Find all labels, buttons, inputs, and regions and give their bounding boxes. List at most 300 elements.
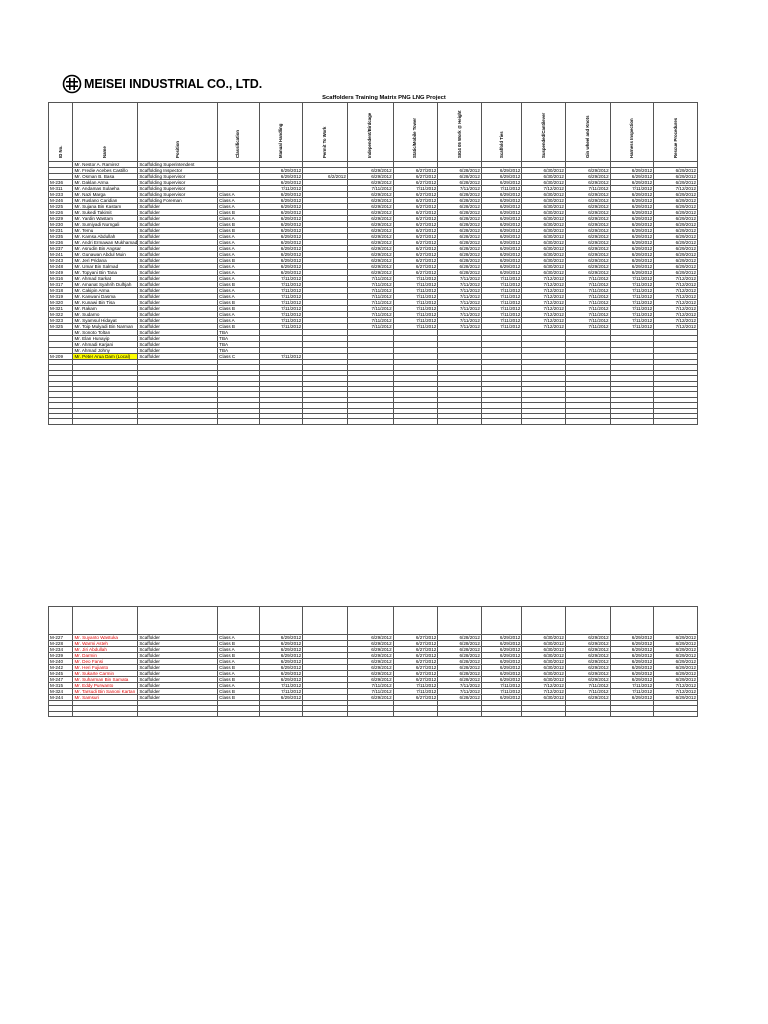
table-cell: 7/11/2012	[481, 282, 521, 288]
table-cell: 7/12/2012	[654, 318, 698, 324]
table-cell: 6/29/2012	[347, 228, 393, 234]
table-cell: 7/11/2012	[259, 312, 303, 318]
table-cell: 6/30/2012	[522, 659, 566, 665]
table-cell: 7/12/2012	[654, 683, 698, 689]
table-cell	[393, 419, 438, 424]
table-cell: 7/11/2012	[481, 312, 521, 318]
table-cell: Class A	[218, 264, 259, 270]
table-cell: 7/11/2012	[565, 306, 610, 312]
table-cell: Class B	[218, 641, 259, 647]
table-cell: 7/11/2012	[259, 288, 303, 294]
table-cell: M-237	[49, 246, 73, 252]
table-cell: M-315	[49, 683, 73, 689]
table-cell: 6/29/2012	[481, 695, 521, 701]
table-cell: 6/29/2012	[654, 641, 698, 647]
table-cell: 6/29/2012	[347, 665, 393, 671]
table-cell	[565, 711, 610, 716]
training-matrix-table	[48, 102, 698, 425]
table-cell: TBA	[218, 348, 259, 354]
column-header-label: Scaffold Ties	[498, 131, 504, 158]
table-cell: 6/29/2012	[565, 180, 610, 186]
column-header-label: Suspended/Cantilever	[540, 112, 546, 158]
table-cell: Mr. Osman B. Basa	[73, 174, 138, 180]
table-cell: Scaffolder	[138, 671, 218, 677]
table-cell: 6/28/2012	[438, 174, 482, 180]
table-cell: 7/11/2012	[438, 689, 482, 695]
table-row	[49, 671, 698, 677]
table-cell: Scaffolder	[138, 354, 218, 360]
column-header	[73, 103, 138, 162]
table-cell: M-248	[49, 264, 73, 270]
table-cell: M-226	[49, 210, 73, 216]
table-cell: 6/29/2012	[610, 240, 654, 246]
table-row	[49, 659, 698, 665]
table-cell: 6/30/2012	[522, 180, 566, 186]
table-cell: 6/29/2012	[259, 653, 303, 659]
table-cell	[73, 419, 138, 424]
table-cell: 7/11/2012	[565, 294, 610, 300]
table-cell: Mr. Jiri Abdullah	[73, 647, 138, 653]
table-cell: 7/12/2012	[654, 312, 698, 318]
table-cell	[654, 711, 698, 716]
table-cell: Class A	[218, 198, 259, 204]
table-cell: 7/11/2012	[347, 306, 393, 312]
table-cell: Mr. Ahmad Johny	[73, 348, 138, 354]
table-row	[49, 246, 698, 252]
empty-row	[49, 711, 698, 716]
table-cell: Mr. Sumiyadi Nurngali	[73, 222, 138, 228]
table-cell: 7/11/2012	[481, 306, 521, 312]
table-cell: 7/11/2012	[565, 689, 610, 695]
table-cell: 6/29/2012	[610, 192, 654, 198]
table-cell: 6/29/2012	[259, 647, 303, 653]
table-cell: 6/29/2012	[259, 252, 303, 258]
table-cell: 6/27/2012	[393, 180, 438, 186]
table-cell: 6/30/2012	[522, 210, 566, 216]
table-cell: 6/29/2012	[610, 234, 654, 240]
table-cell: 6/29/2012	[259, 635, 303, 641]
table-cell: 6/29/2012	[259, 168, 303, 174]
table-cell: 7/11/2012	[438, 300, 482, 306]
table-cell: Mr. Syamsul Hidayat	[73, 318, 138, 324]
table-cell: Class B	[218, 306, 259, 312]
table-cell: 6/29/2012	[610, 665, 654, 671]
table-row	[49, 647, 698, 653]
column-header-label: Position	[174, 141, 180, 158]
table-cell: Mr. Peter Arua Dam (Local)	[73, 354, 138, 360]
table-cell	[347, 711, 393, 716]
table-cell: 6/30/2012	[522, 258, 566, 264]
table-cell: Scaffolder	[138, 342, 218, 348]
table-cell: 7/11/2012	[393, 689, 438, 695]
table-cell: Mr. Suyanto Wastuka	[73, 635, 138, 641]
table-cell	[73, 711, 138, 716]
table-cell: 7/11/2012	[438, 318, 482, 324]
table-cell: 6/27/2012	[393, 198, 438, 204]
table-cell: 7/12/2012	[522, 312, 566, 318]
table-cell: Class A	[218, 647, 259, 653]
table-cell: 6/28/2012	[438, 210, 482, 216]
table-row	[49, 174, 698, 180]
table-cell: Scaffolder	[138, 653, 218, 659]
table-cell	[481, 419, 521, 424]
column-header-label: Permit To Work	[322, 126, 328, 158]
table-cell: Mr. Cakipin Arma	[73, 288, 138, 294]
table-row	[49, 168, 698, 174]
table-cell: 6/29/2012	[481, 198, 521, 204]
table-cell: 6/29/2012	[347, 204, 393, 210]
table-cell: 7/11/2012	[438, 186, 482, 192]
table-cell: 6/28/2012	[438, 653, 482, 659]
table-cell: 6/29/2012	[654, 234, 698, 240]
table-cell: 7/11/2012	[259, 683, 303, 689]
table-cell: Scaffolder	[138, 683, 218, 689]
table-cell: 6/29/2012	[259, 665, 303, 671]
header-row	[49, 607, 698, 635]
table-cell: 7/11/2012	[565, 186, 610, 192]
table-cell: Scaffolder	[138, 647, 218, 653]
table-cell: Mr. Andri Ermawan Mukhamad	[74, 240, 138, 245]
table-row	[49, 234, 698, 240]
table-cell: 6/29/2012	[481, 641, 521, 647]
header-row	[49, 103, 698, 162]
table-cell: 7/11/2012	[393, 288, 438, 294]
table-cell: 7/11/2012	[259, 282, 303, 288]
table-cell: 6/29/2012	[654, 252, 698, 258]
table-cell: Class A	[218, 246, 259, 252]
table-cell: 6/29/2012	[565, 647, 610, 653]
table-cell: 6/29/2012	[481, 216, 521, 222]
table-cell: 6/30/2012	[522, 228, 566, 234]
table-cell: 7/11/2012	[438, 324, 482, 330]
table-row	[49, 695, 698, 701]
table-cell: Mr. Daklan Arma	[73, 180, 138, 186]
column-header-label: Name	[102, 146, 108, 158]
table-cell: Class B	[218, 222, 259, 228]
table-cell: 6/27/2012	[393, 677, 438, 683]
table-cell: 6/2/2012	[303, 174, 348, 180]
table-cell: 7/11/2012	[610, 276, 654, 282]
table-cell: 7/11/2012	[347, 318, 393, 324]
table-cell: 6/30/2012	[522, 198, 566, 204]
table-cell: 6/29/2012	[610, 246, 654, 252]
table-cell: 7/11/2012	[393, 294, 438, 300]
table-cell: 6/27/2012	[393, 222, 438, 228]
table-row	[49, 258, 698, 264]
table-cell: M-230	[49, 222, 73, 228]
table-cell: 6/29/2012	[654, 264, 698, 270]
table-cell: 6/29/2012	[481, 653, 521, 659]
table-cell: 6/29/2012	[654, 204, 698, 210]
table-cell: 6/29/2012	[481, 252, 521, 258]
table-cell: M-322	[49, 312, 73, 318]
table-cell: 6/29/2012	[565, 258, 610, 264]
table-cell: 6/27/2012	[393, 216, 438, 222]
table-cell: M-319	[49, 294, 73, 300]
table-cell: 6/29/2012	[259, 198, 303, 204]
table-cell: 7/11/2012	[610, 300, 654, 306]
table-cell: 7/11/2012	[610, 306, 654, 312]
table-cell: 7/11/2012	[438, 276, 482, 282]
table-cell: 7/11/2012	[259, 324, 303, 330]
table-cell: Mr. Yardin Wastam	[73, 216, 138, 222]
table-cell: 6/29/2012	[481, 174, 521, 180]
table-cell: 6/29/2012	[347, 671, 393, 677]
table-cell: 7/11/2012	[565, 282, 610, 288]
table-row	[49, 312, 698, 318]
table-cell	[49, 607, 73, 635]
column-header	[138, 103, 218, 162]
table-cell: 7/11/2012	[481, 689, 521, 695]
table-cell: 6/29/2012	[565, 210, 610, 216]
column-header-label: Classification	[235, 130, 241, 158]
table-cell	[438, 711, 482, 716]
table-cell: M-227	[49, 635, 73, 641]
table-cell: 6/29/2012	[481, 210, 521, 216]
table-cell: Scaffolding Inspector	[138, 168, 218, 174]
table-cell: 6/28/2012	[438, 659, 482, 665]
table-row	[49, 294, 698, 300]
table-cell: 7/12/2012	[522, 186, 566, 192]
table-cell: Class A	[218, 192, 259, 198]
table-row	[49, 324, 698, 330]
table-cell: Mr. Darmin	[73, 653, 138, 659]
table-cell: 6/27/2012	[393, 204, 438, 210]
table-cell: 6/29/2012	[654, 695, 698, 701]
table-cell: 6/29/2012	[654, 198, 698, 204]
table-cell: M-233	[49, 192, 73, 198]
table-cell: 6/27/2012	[393, 252, 438, 258]
table-cell: 6/29/2012	[610, 635, 654, 641]
table-cell: 6/29/2012	[481, 222, 521, 228]
table-cell: 6/29/2012	[347, 234, 393, 240]
table-cell: 6/28/2012	[438, 258, 482, 264]
table-cell: M-325	[49, 324, 73, 330]
table-cell: 7/12/2012	[522, 689, 566, 695]
table-cell: 6/29/2012	[347, 270, 393, 276]
table-cell: 7/12/2012	[522, 683, 566, 689]
table-cell: Scaffolder	[138, 665, 218, 671]
table-row	[49, 276, 698, 282]
table-cell: Mr. Eddy Purwanto	[73, 683, 138, 689]
table-row	[49, 306, 698, 312]
table-cell: 7/11/2012	[393, 312, 438, 318]
table-cell: 6/29/2012	[259, 210, 303, 216]
table-cell: 6/29/2012	[565, 695, 610, 701]
table-cell: M-324	[49, 689, 73, 695]
table-cell: Scaffolder	[138, 659, 218, 665]
table-cell	[522, 711, 566, 716]
table-cell: 6/28/2012	[438, 270, 482, 276]
table-cell: 7/12/2012	[654, 689, 698, 695]
table-cell: 6/29/2012	[347, 240, 393, 246]
table-cell: 6/29/2012	[565, 174, 610, 180]
table-cell: 7/11/2012	[565, 683, 610, 689]
table-cell: 6/29/2012	[347, 192, 393, 198]
table-row	[49, 264, 698, 270]
table-cell: 6/29/2012	[347, 246, 393, 252]
table-cell	[610, 419, 654, 424]
table-cell: Class B	[218, 282, 259, 288]
table-cell	[259, 607, 303, 635]
table-cell: 6/29/2012	[481, 228, 521, 234]
table-cell: 6/28/2012	[438, 635, 482, 641]
table-cell: 6/29/2012	[610, 180, 654, 186]
table-cell	[218, 711, 259, 716]
table-cell: 6/29/2012	[654, 240, 698, 246]
table-cell: 6/30/2012	[522, 264, 566, 270]
table-cell: Mr. Ahmadi Karjani	[73, 342, 138, 348]
table-cell: 7/12/2012	[522, 282, 566, 288]
table-cell: 7/12/2012	[654, 306, 698, 312]
table-cell: Scaffolder	[138, 228, 218, 234]
table-cell: 7/11/2012	[347, 324, 393, 330]
table-row	[49, 282, 698, 288]
table-cell: 6/27/2012	[393, 234, 438, 240]
table-cell: 7/12/2012	[654, 294, 698, 300]
table-cell: 6/29/2012	[610, 647, 654, 653]
table-cell: 6/29/2012	[259, 677, 303, 683]
table-cell: 7/11/2012	[393, 186, 438, 192]
table-cell: 7/11/2012	[438, 306, 482, 312]
table-cell: 6/30/2012	[522, 222, 566, 228]
column-header	[49, 103, 73, 162]
table-cell: 6/29/2012	[610, 252, 654, 258]
table-cell: 6/29/2012	[259, 659, 303, 665]
table-cell	[654, 419, 698, 424]
table-row	[49, 318, 698, 324]
table-row	[49, 300, 698, 306]
table-cell: 6/27/2012	[393, 653, 438, 659]
table-cell: 7/12/2012	[522, 318, 566, 324]
table-cell: Scaffolder	[138, 348, 218, 354]
table-cell: 6/30/2012	[522, 234, 566, 240]
table-cell: 7/11/2012	[481, 683, 521, 689]
table-cell: 6/29/2012	[481, 635, 521, 641]
table-cell: 6/30/2012	[522, 192, 566, 198]
table-cell: 6/27/2012	[393, 659, 438, 665]
column-header	[565, 103, 610, 162]
table-cell: 6/28/2012	[438, 695, 482, 701]
table-cell: 7/11/2012	[259, 354, 303, 360]
column-header	[303, 103, 348, 162]
table-cell: Mr. Sukedi Takimit	[73, 210, 138, 216]
table-cell: 7/11/2012	[347, 288, 393, 294]
table-cell: 7/11/2012	[393, 324, 438, 330]
table-cell: 6/28/2012	[438, 198, 482, 204]
table-cell: 6/30/2012	[522, 677, 566, 683]
table-cell: 6/29/2012	[610, 222, 654, 228]
table-cell: 6/29/2012	[259, 641, 303, 647]
table-cell: 7/11/2012	[610, 324, 654, 330]
column-header	[347, 103, 393, 162]
column-header	[438, 103, 482, 162]
column-header-label: Static/Mobile Tower	[412, 117, 418, 158]
column-header	[522, 103, 566, 162]
table-cell: Class B	[218, 665, 259, 671]
table-cell: 7/12/2012	[522, 288, 566, 294]
table-cell: Scaffolding Supervisor	[138, 180, 218, 186]
table-cell: 6/29/2012	[259, 258, 303, 264]
table-cell: 6/29/2012	[654, 270, 698, 276]
table-cell: 7/12/2012	[522, 324, 566, 330]
table-cell: 6/29/2012	[259, 180, 303, 186]
table-cell: 6/27/2012	[393, 665, 438, 671]
table-cell: 6/27/2012	[393, 168, 438, 174]
table-cell: M-228	[49, 641, 73, 647]
table-cell: M-235	[49, 234, 73, 240]
table-cell: TBA	[218, 342, 259, 348]
table-row	[49, 677, 698, 683]
table-cell: 6/29/2012	[481, 168, 521, 174]
table-cell: Mr. Sukarte Carmin	[73, 671, 138, 677]
table-cell: Scaffolding Supervisor	[138, 186, 218, 192]
table-cell: TBA	[218, 336, 259, 342]
table-cell: 6/29/2012	[610, 641, 654, 647]
table-cell: Class A	[218, 234, 259, 240]
table-row	[49, 270, 698, 276]
table-cell: 6/29/2012	[610, 174, 654, 180]
table-cell: M-241	[49, 252, 73, 258]
column-header	[654, 103, 698, 162]
table-cell: 6/27/2012	[393, 641, 438, 647]
table-cell: 6/27/2012	[393, 671, 438, 677]
table-cell: 6/29/2012	[481, 665, 521, 671]
table-cell: 7/11/2012	[481, 288, 521, 294]
table-cell: 6/30/2012	[522, 653, 566, 659]
table-cell: 6/28/2012	[438, 677, 482, 683]
table-cell: 6/29/2012	[610, 659, 654, 665]
table-cell: M-236	[49, 240, 73, 246]
table-cell: 6/28/2012	[438, 647, 482, 653]
table-cell: M-246	[49, 198, 73, 204]
table-cell: 6/30/2012	[522, 695, 566, 701]
table-cell: 6/30/2012	[522, 641, 566, 647]
table-cell	[49, 419, 73, 424]
table-cell: M-231	[49, 228, 73, 234]
table-cell: 6/29/2012	[654, 246, 698, 252]
table-cell: 6/28/2012	[438, 665, 482, 671]
table-cell: 7/11/2012	[565, 318, 610, 324]
table-cell: Scaffolder	[138, 288, 218, 294]
table-cell: 6/29/2012	[565, 234, 610, 240]
table-row	[49, 653, 698, 659]
table-cell: Scaffolder	[138, 300, 218, 306]
table-cell: M-247	[49, 677, 73, 683]
table-cell: Mr. Suharman Bin Samata	[73, 677, 138, 683]
table-cell: Mr. Gunawan Abdul Muin	[73, 252, 138, 258]
table-cell: 6/27/2012	[393, 240, 438, 246]
table-cell: 7/11/2012	[259, 300, 303, 306]
table-cell: 6/27/2012	[393, 174, 438, 180]
table-row	[49, 204, 698, 210]
table-cell: Mr. Topyani Bin Tana	[73, 270, 138, 276]
table-cell: Scaffolder	[138, 318, 218, 324]
table-cell: 6/29/2012	[610, 677, 654, 683]
column-header-label: ID No.	[57, 145, 63, 158]
table-cell: 6/29/2012	[565, 240, 610, 246]
table-cell: 6/29/2012	[565, 228, 610, 234]
document-title: Scaffolders Training Matrix PNG LNG Project	[322, 95, 446, 101]
table-cell: Mr. Umar Bin Salmad	[73, 264, 138, 270]
column-header	[481, 103, 521, 162]
table-cell: 6/27/2012	[393, 192, 438, 198]
table-cell: Scaffolder	[138, 216, 218, 222]
table-cell: M-243	[49, 258, 73, 264]
table-cell: 6/30/2012	[522, 246, 566, 252]
table-row	[49, 252, 698, 258]
table-cell: M-236	[49, 180, 73, 186]
